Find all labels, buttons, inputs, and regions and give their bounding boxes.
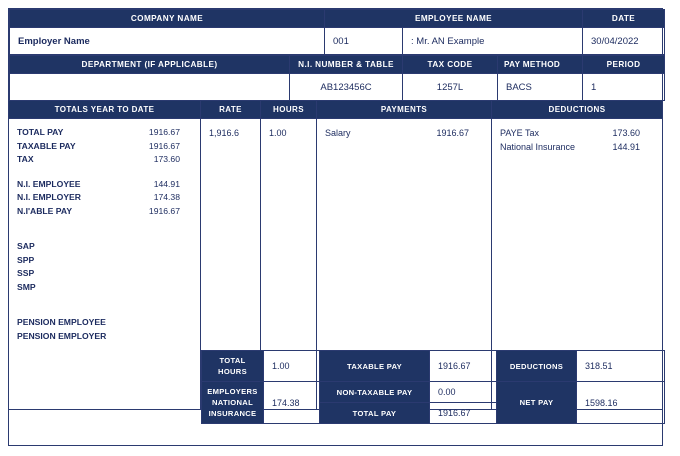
ytd-label: SPP [17, 254, 35, 265]
subheader-row-1 [10, 56, 665, 74]
payments-header: PAYMENTS [317, 101, 491, 119]
total-hours-label: TOTAL HOURS [202, 351, 264, 382]
ytd-spacer [17, 229, 192, 240]
ytd-lines [9, 119, 200, 343]
payslip-document [8, 8, 663, 446]
payslip-header-table [9, 9, 665, 55]
ytd-amount: 173.60 [153, 154, 180, 164]
ytd-row [17, 191, 192, 205]
company-name-header: COMPANY NAME [10, 10, 325, 28]
header-row-1 [10, 10, 665, 28]
deduction-label: PAYE Tax [500, 128, 540, 138]
deduction-row [500, 140, 654, 154]
ni-number-value: AB123456C [290, 74, 403, 101]
company-name-value: Employer Name [10, 28, 325, 55]
period-header: PERIOD [583, 56, 665, 74]
net-pay-label: NET PAY [497, 382, 577, 424]
ytd-label: SMP [17, 281, 36, 292]
payslip-subheader-table [9, 55, 665, 101]
deduction-row [500, 126, 654, 140]
ytd-label: N.I'ABLE PAY [17, 205, 73, 216]
ytd-amount: 1916.67 [148, 205, 180, 216]
ytd-label: TAXABLE PAY [17, 140, 76, 151]
ytd-row [17, 254, 192, 268]
employers-ni-label: EMPLOYERS NATIONAL INSURANCE [202, 382, 264, 424]
pension-row [17, 316, 192, 330]
date-header: DATE [583, 10, 665, 28]
ytd-amount [180, 240, 192, 254]
total-pay-label: TOTAL PAY [320, 403, 430, 424]
ytd-row [17, 267, 192, 281]
summary-row-1 [202, 351, 665, 382]
ytd-column [9, 101, 201, 409]
ytd-spacer [17, 305, 192, 316]
net-pay-value: 1598.16 [577, 382, 665, 424]
ytd-amount: 174.38 [153, 192, 180, 202]
deductions-lines [492, 119, 662, 154]
ytd-header: TOTALS YEAR TO DATE [9, 101, 200, 119]
taxable-pay-value: 1916.67 [430, 351, 497, 382]
header-row-2 [10, 28, 665, 55]
employee-number-value: 001 [325, 28, 403, 55]
ytd-row [17, 178, 192, 192]
deduction-amount: 144.91 [612, 142, 640, 152]
pension-label: PENSION EMPLOYER [17, 330, 107, 341]
deductions-total-value: 318.51 [577, 351, 665, 382]
ytd-label: N.I. EMPLOYEE [17, 178, 81, 189]
payment-amount: 1916.67 [436, 128, 469, 138]
pension-amount [180, 330, 192, 344]
rate-header: RATE [201, 101, 260, 119]
tax-code-header: TAX CODE [403, 56, 498, 74]
deductions-total-label: DEDUCTIONS [497, 351, 577, 382]
ytd-row [17, 153, 192, 167]
ytd-row [17, 205, 192, 219]
ytd-row [17, 126, 192, 140]
ytd-amount [180, 254, 192, 268]
payment-row [325, 126, 483, 140]
pension-amount [180, 316, 192, 330]
ni-number-header: N.I. NUMBER & TABLE [290, 56, 403, 74]
department-value [10, 74, 290, 101]
total-pay-value: 1916.67 [430, 403, 497, 424]
deduction-amount: 173.60 [612, 128, 640, 138]
ytd-amount: 144.91 [153, 178, 180, 189]
hours-value: 1.00 [269, 128, 287, 138]
department-header: DEPARTMENT (IF APPLICABLE) [10, 56, 290, 74]
ytd-amount [180, 267, 192, 281]
summary-table [201, 350, 665, 424]
deduction-label: National Insurance [500, 142, 576, 152]
pension-row [17, 330, 192, 344]
ytd-label: SSP [17, 268, 35, 278]
total-hours-value: 1.00 [264, 351, 320, 382]
pension-label: PENSION EMPLOYEE [17, 317, 106, 327]
period-value: 1 [583, 74, 665, 101]
pay-method-value: BACS [498, 74, 583, 101]
ytd-amount [180, 281, 192, 295]
ytd-row [17, 240, 192, 254]
deductions-header: DEDUCTIONS [492, 101, 662, 119]
payment-label: Salary [325, 128, 351, 138]
employers-ni-value: 174.38 [264, 382, 320, 424]
employee-name-header: EMPLOYEE NAME [325, 10, 583, 28]
non-taxable-pay-value: 0.00 [430, 382, 497, 403]
ytd-amount: 1916.67 [148, 140, 180, 151]
ytd-label: SAP [17, 241, 35, 251]
ytd-row [17, 140, 192, 154]
ytd-label: N.I. EMPLOYER [17, 192, 81, 202]
non-taxable-pay-label: NON-TAXABLE PAY [320, 382, 430, 403]
subheader-row-2 [10, 74, 665, 101]
ytd-label: TAX [17, 154, 34, 164]
taxable-pay-label: TAXABLE PAY [320, 351, 430, 382]
ytd-label: TOTAL PAY [17, 127, 64, 137]
ytd-spacer [17, 218, 192, 229]
employee-name-value: : Mr. AN Example [403, 28, 583, 55]
summary-block [201, 350, 662, 445]
rate-value: 1,916.6 [209, 128, 240, 138]
ytd-spacer [17, 167, 192, 178]
tax-code-value: 1257L [403, 74, 498, 101]
summary-row-2 [202, 382, 665, 403]
date-value: 30/04/2022 [583, 28, 665, 55]
payments-lines [317, 119, 491, 140]
pay-method-header: PAY METHOD [498, 56, 583, 74]
ytd-amount: 1916.67 [148, 127, 180, 137]
ytd-spacer [17, 294, 192, 305]
ytd-row [17, 281, 192, 295]
hours-header: HOURS [261, 101, 316, 119]
